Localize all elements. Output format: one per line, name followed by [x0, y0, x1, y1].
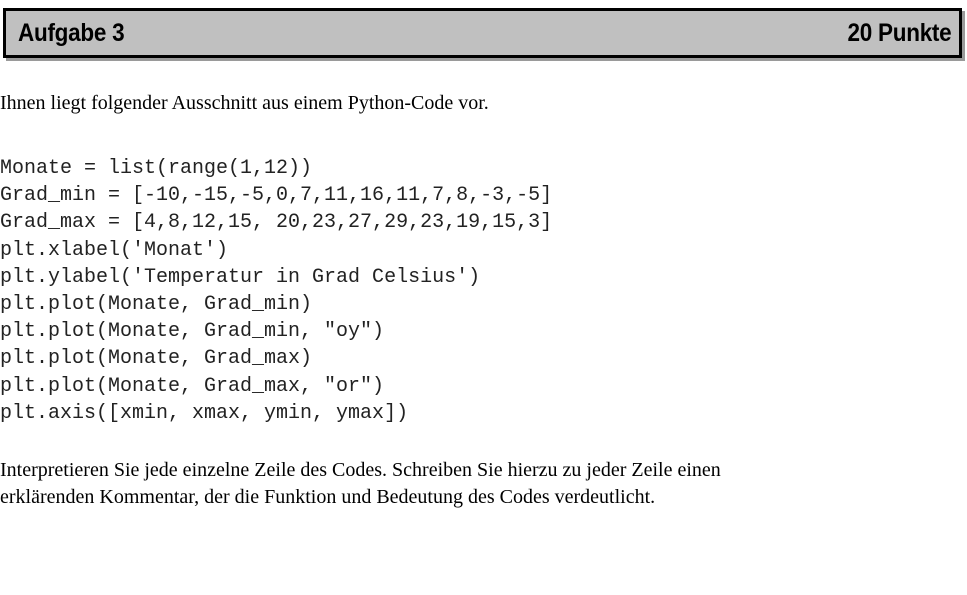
task-instructions	[0, 457, 960, 511]
code-line: plt.plot(Monate, Grad_max)	[0, 347, 313, 371]
code-line: plt.ylabel('Temperatur in Grad Celsius')	[0, 265, 481, 289]
code-line: plt.plot(Monate, Grad_max, "or")	[0, 374, 385, 398]
code-line: plt.xlabel('Monat')	[0, 238, 229, 262]
task-instruction-line: erklärenden Kommentar, der die Funktion und Bedeutung des Codes verdeutlicht.	[0, 486, 656, 508]
task-points: 20 Punkte	[847, 18, 951, 47]
code-line: Grad_min = [-10,-15,-5,0,7,11,16,11,7,8,-3,-5]	[0, 184, 553, 208]
code-line: plt.plot(Monate, Grad_min, "oy")	[0, 320, 385, 344]
task-header	[3, 8, 962, 58]
task-instruction-line: Interpretieren Sie jede einzelne Zeile des Codes. Schreiben Sie hierzu zu jeder Zeile einen	[0, 459, 721, 481]
code-line: Grad_max = [4,8,12,15, 20,23,27,29,23,19,15,3]	[0, 211, 553, 235]
code-block	[0, 155, 552, 427]
intro-text: Ihnen liegt folgender Ausschnitt aus einem Python-Code vor.	[0, 92, 489, 114]
code-line: plt.axis([xmin, xmax, ymin, ymax])	[0, 401, 409, 425]
task-title: Aufgabe 3	[18, 18, 125, 47]
code-line: plt.plot(Monate, Grad_min)	[0, 292, 313, 316]
code-line: Monate = list(range(1,12))	[0, 157, 313, 180]
